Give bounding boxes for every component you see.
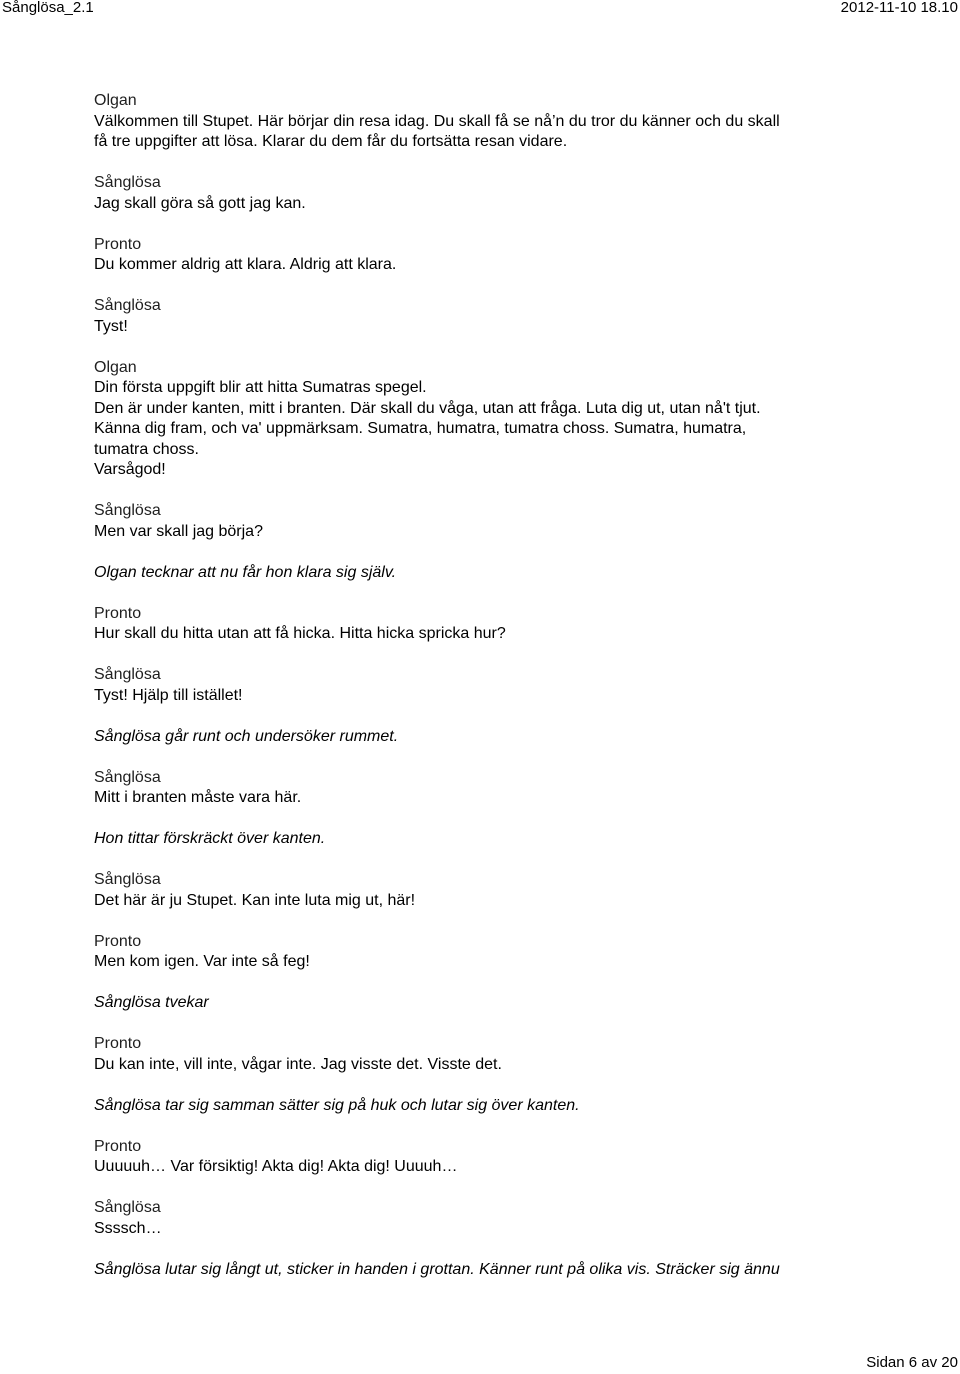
dialogue-line: Men var skall jag börja? (94, 522, 263, 540)
dialogue-line: Uuuuuh… Var försiktig! Akta dig! Akta dig! Uuuuh… (94, 1158, 458, 1175)
speaker-name: Olgan (94, 92, 137, 109)
dialogue-line: få tre uppgifter att lösa. Klarar du dem får du fortsätta resan vidare. (94, 133, 568, 150)
dialogue-block (94, 235, 884, 276)
dialogue-line: Det här är ju Stupet. Kan inte luta mig ut, här! (94, 891, 416, 909)
speaker-name: Sånglösa (94, 1199, 161, 1216)
dialogue-line: Du kan inte, vill inte, vågar inte. Jag visste det. Visste det. (94, 1055, 502, 1073)
stage-direction-block (94, 727, 884, 748)
speaker-name: Sånglösa (94, 174, 161, 191)
page-number: Sidan 6 av 20 (866, 1354, 958, 1371)
speaker-name: Pronto (94, 1035, 142, 1052)
dialogue-block (94, 932, 884, 973)
dialogue-line: Välkommen till Stupet. Här börjar din resa idag. Du skall få se nå’n du tror du känner och du skall (94, 112, 780, 130)
stage-direction-block (94, 1096, 884, 1117)
stage-direction-block (94, 563, 884, 584)
dialogue-line: Tyst! Hjälp till istället! (94, 686, 243, 704)
script-body (94, 91, 884, 1301)
dialogue-block (94, 173, 884, 214)
dialogue-block (94, 91, 884, 153)
dialogue-block (94, 501, 884, 542)
dialogue-line: Ssssch… (94, 1219, 162, 1237)
speaker-name: Sånglösa (94, 502, 161, 519)
dialogue-block (94, 1198, 884, 1239)
speaker-name: Sånglösa (94, 297, 161, 314)
dialogue-line: Du kommer aldrig att klara. Aldrig att klara. (94, 256, 397, 273)
speaker-name: Pronto (94, 1137, 142, 1155)
dialogue-block (94, 604, 884, 645)
speaker-name: Pronto (94, 604, 142, 622)
stage-direction-block (94, 993, 884, 1014)
dialogue-line: Hur skall du hitta utan att få hicka. Hitta hicka spricka hur? (94, 625, 506, 642)
dialogue-block (94, 870, 884, 911)
dialogue-line: Känna dig fram, och va' uppmärksam. Sumatra, humatra, tumatra choss. Sumatra, humatra, (94, 420, 747, 437)
dialogue-block (94, 358, 884, 481)
speaker-name: Sånglösa (94, 768, 161, 786)
dialogue-block (94, 665, 884, 706)
dialogue-line: Men kom igen. Var inte så feg! (94, 953, 310, 970)
stage-direction: Sånglösa tar sig samman sätter sig på huk och lutar sig över kanten. (94, 1096, 580, 1114)
dialogue-line: Tyst! (94, 317, 128, 335)
stage-direction: Olgan tecknar att nu får hon klara sig själv. (94, 563, 397, 581)
page-header (0, 0, 960, 20)
dialogue-line: Jag skall göra så gott jag kan. (94, 194, 306, 212)
dialogue-line: Den är under kanten, mitt i branten. Där skall du våga, utan att fråga. Luta dig ut, utan nå't tjut. (94, 399, 761, 417)
stage-direction: Hon tittar förskräckt över kanten. (94, 830, 326, 847)
stage-direction: Sånglösa går runt och undersöker rummet. (94, 727, 399, 745)
speaker-name: Pronto (94, 932, 142, 950)
dialogue-block (94, 296, 884, 337)
stage-direction: Sånglösa tvekar (94, 994, 209, 1011)
dialogue-line: Mitt i branten måste vara här. (94, 789, 302, 806)
stage-direction-block (94, 1260, 884, 1281)
dialogue-block (94, 1137, 884, 1178)
document-title: Sånglösa_2.1 (2, 0, 94, 16)
speaker-name: Olgan (94, 358, 137, 376)
dialogue-line: Din första uppgift blir att hitta Sumatras spegel. (94, 379, 427, 396)
stage-direction-block (94, 829, 884, 850)
dialogue-line: tumatra choss. (94, 440, 199, 458)
stage-direction: Sånglösa lutar sig långt ut, sticker in handen i grottan. Känner runt på olika vis. Sträcker sig ännu (94, 1260, 780, 1278)
dialogue-line: Varsågod! (94, 461, 166, 478)
print-timestamp: 2012-11-10 18.10 (840, 0, 958, 16)
dialogue-block (94, 1034, 884, 1075)
dialogue-block (94, 768, 884, 809)
speaker-name: Pronto (94, 235, 142, 253)
speaker-name: Sånglösa (94, 666, 161, 683)
speaker-name: Sånglösa (94, 871, 161, 888)
